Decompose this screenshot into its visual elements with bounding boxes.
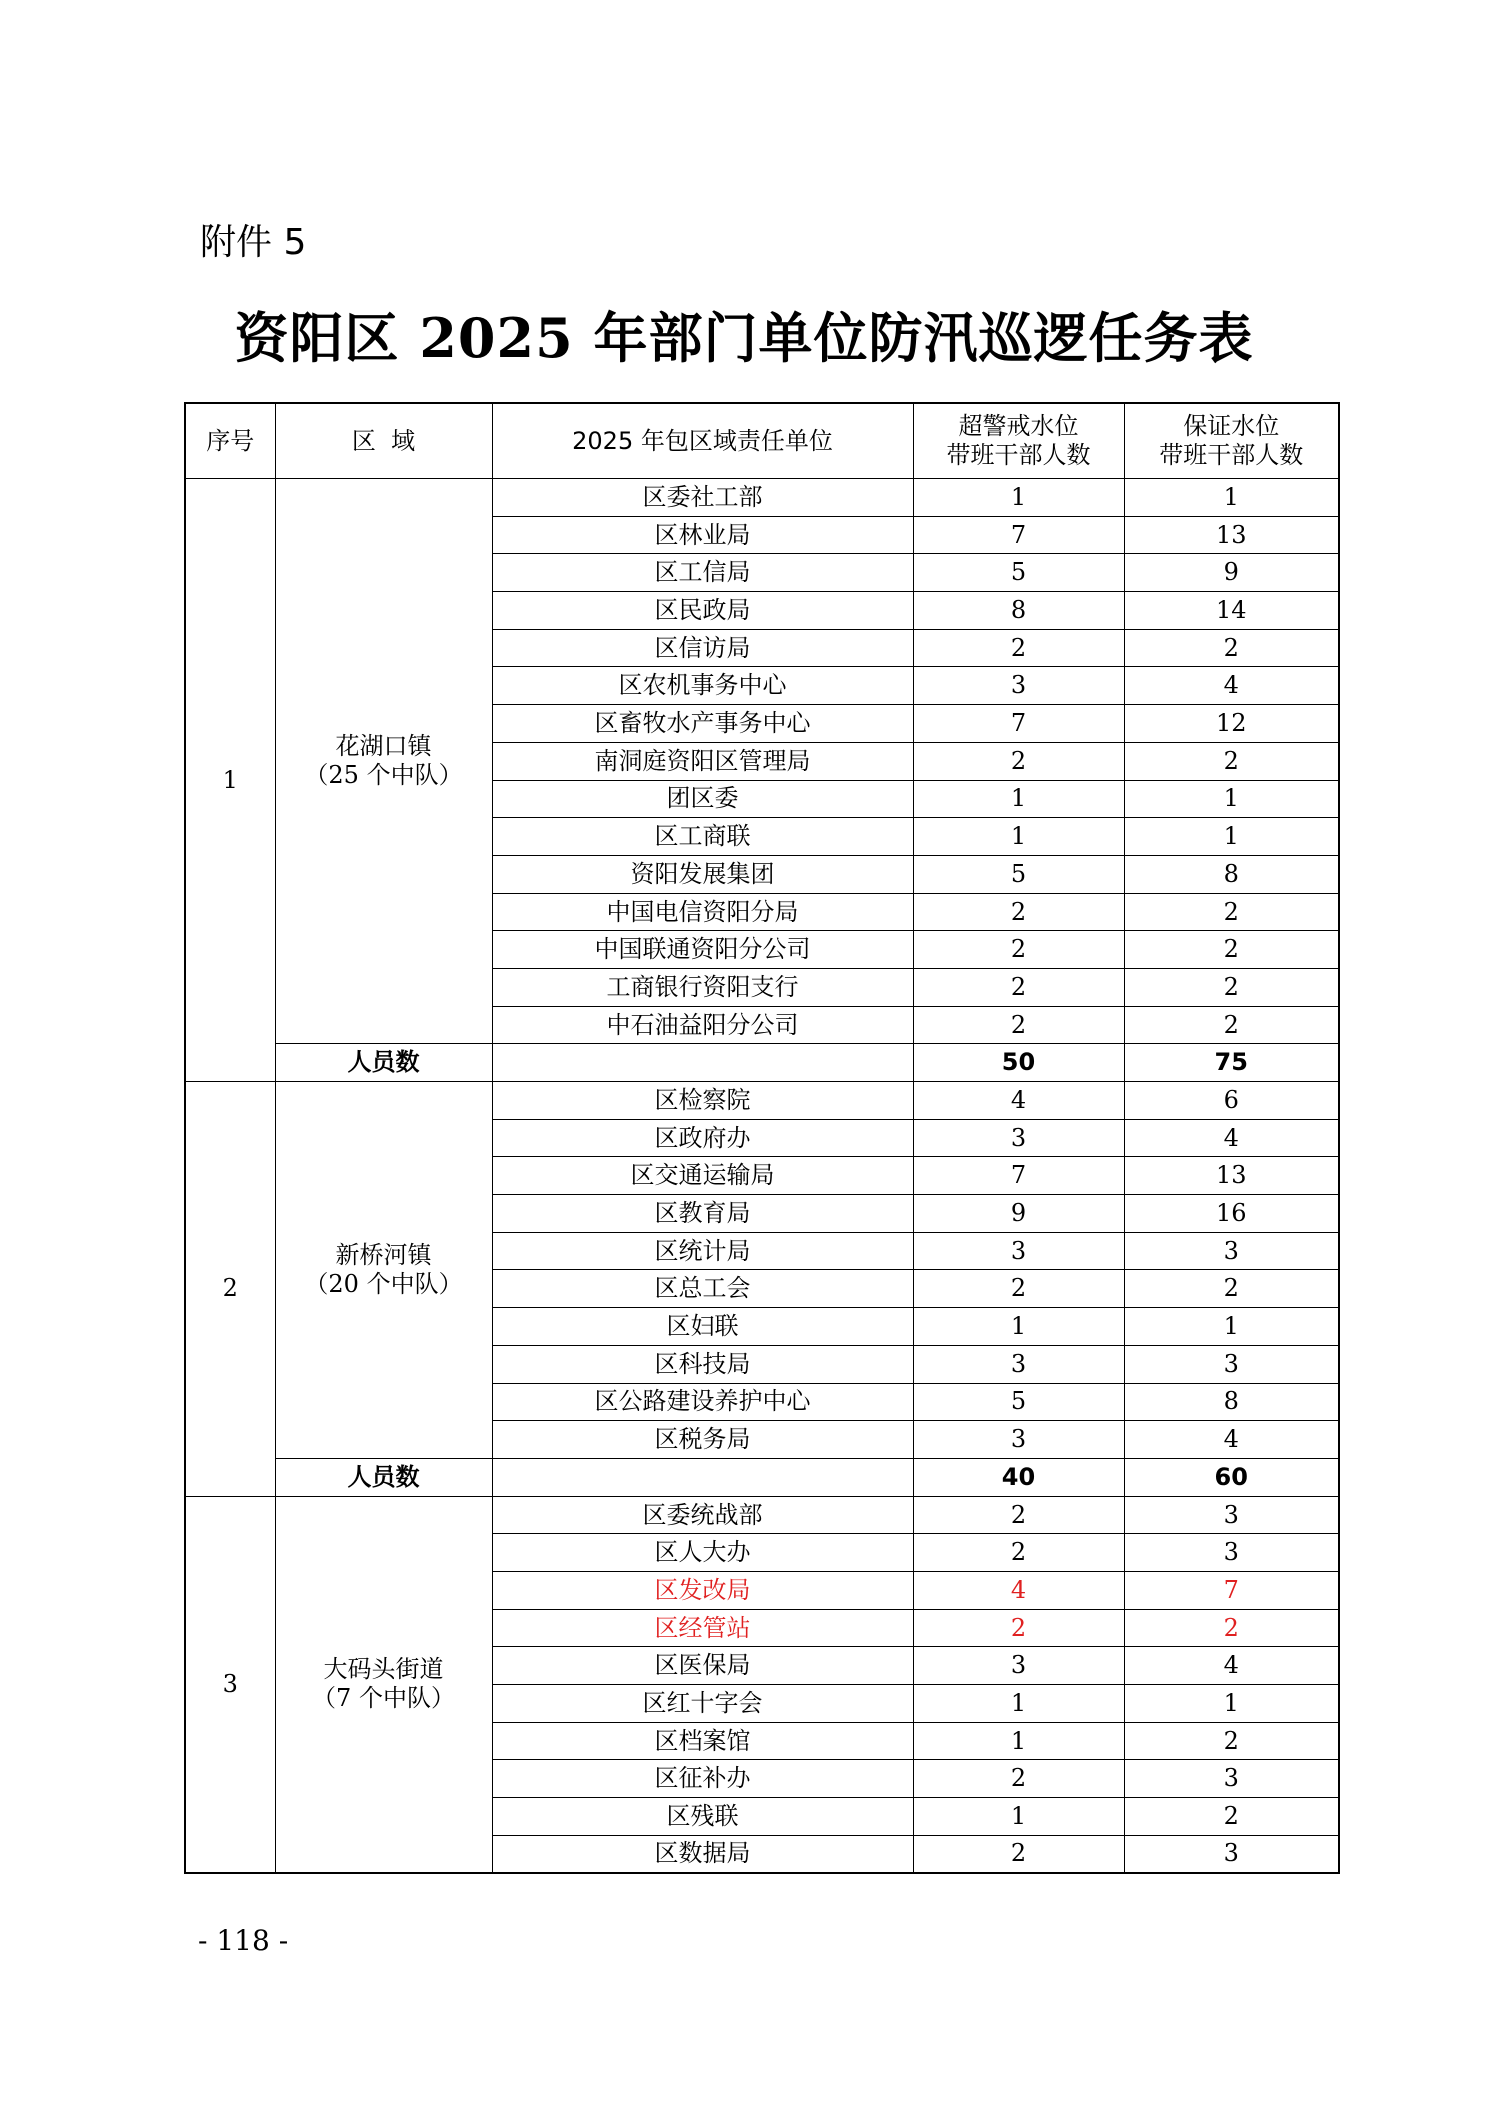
guarantee-count: 2 (1124, 742, 1339, 780)
unit-name: 区妇联 (492, 1308, 913, 1346)
unit-name: 区民政局 (492, 592, 913, 630)
unit-name: 区残联 (492, 1798, 913, 1836)
warning-count: 7 (913, 1157, 1124, 1195)
guarantee-count: 2 (1124, 1609, 1339, 1647)
guarantee-count: 2 (1124, 1270, 1339, 1308)
warning-count: 2 (913, 968, 1124, 1006)
warning-count: 1 (913, 1798, 1124, 1836)
guarantee-count: 13 (1124, 516, 1339, 554)
document-title: 资阳区 2025 年部门单位防汛巡逻任务表 (234, 306, 1254, 370)
table-header-row (185, 403, 1339, 479)
page-number: - 118 - (198, 1924, 289, 1957)
unit-name: 区教育局 (492, 1195, 913, 1233)
group-seq: 1 (185, 479, 275, 1082)
guarantee-count: 1 (1124, 818, 1339, 856)
warning-count: 1 (913, 780, 1124, 818)
unit-name: 中国联通资阳分公司 (492, 931, 913, 969)
summary-label: 人员数 (275, 1458, 492, 1496)
warning-count: 3 (913, 1647, 1124, 1685)
header-guarantee-line1: 保证水位 (1183, 412, 1280, 441)
unit-name: 区委统战部 (492, 1496, 913, 1534)
header-guarantee-level (1124, 403, 1339, 479)
guarantee-count: 1 (1124, 780, 1339, 818)
warning-count: 4 (913, 1082, 1124, 1120)
unit-name: 区经管站 (492, 1609, 913, 1647)
table-row (185, 479, 1339, 517)
warning-count: 1 (913, 479, 1124, 517)
warning-count: 5 (913, 855, 1124, 893)
region-squads: （20 个中队） (304, 1269, 463, 1298)
header-unit: 2025 年包区域责任单位 (492, 403, 913, 479)
warning-count: 3 (913, 1119, 1124, 1157)
summary-warning-total: 50 (913, 1044, 1124, 1082)
unit-name: 区红十字会 (492, 1685, 913, 1723)
unit-name: 区档案馆 (492, 1722, 913, 1760)
warning-count: 2 (913, 1496, 1124, 1534)
group-region (275, 479, 492, 1044)
warning-count: 3 (913, 667, 1124, 705)
warning-count: 3 (913, 1345, 1124, 1383)
header-seq: 序号 (185, 403, 275, 479)
header-guarantee-line2: 带班干部人数 (1159, 441, 1304, 469)
unit-name: 区医保局 (492, 1647, 913, 1685)
warning-count: 2 (913, 1760, 1124, 1798)
guarantee-count: 8 (1124, 1383, 1339, 1421)
guarantee-count: 16 (1124, 1195, 1339, 1233)
unit-name: 区信访局 (492, 629, 913, 667)
header-warning-line1: 超警戒水位 (958, 412, 1079, 441)
unit-name: 区畜牧水产事务中心 (492, 705, 913, 743)
warning-count: 7 (913, 516, 1124, 554)
unit-name: 南洞庭资阳区管理局 (492, 742, 913, 780)
guarantee-count: 13 (1124, 1157, 1339, 1195)
warning-count: 2 (913, 1006, 1124, 1044)
guarantee-count: 3 (1124, 1760, 1339, 1798)
guarantee-count: 3 (1124, 1232, 1339, 1270)
summary-empty (492, 1044, 913, 1082)
summary-guarantee-total: 75 (1124, 1044, 1339, 1082)
warning-count: 9 (913, 1195, 1124, 1233)
unit-name: 区公路建设养护中心 (492, 1383, 913, 1421)
unit-name: 资阳发展集团 (492, 855, 913, 893)
guarantee-count: 9 (1124, 554, 1339, 592)
warning-count: 1 (913, 818, 1124, 856)
guarantee-count: 4 (1124, 1421, 1339, 1459)
guarantee-count: 2 (1124, 931, 1339, 969)
region-squads: （7 个中队） (312, 1684, 455, 1713)
unit-name: 团区委 (492, 780, 913, 818)
unit-name: 工商银行资阳支行 (492, 968, 913, 1006)
table-body (185, 479, 1339, 1873)
unit-name: 区科技局 (492, 1345, 913, 1383)
warning-count: 2 (913, 931, 1124, 969)
summary-empty (492, 1458, 913, 1496)
region-name: 大码头街道 (323, 1655, 444, 1684)
guarantee-count: 2 (1124, 1798, 1339, 1836)
guarantee-count: 3 (1124, 1835, 1339, 1873)
group-region (275, 1082, 492, 1459)
warning-count: 3 (913, 1232, 1124, 1270)
guarantee-count: 1 (1124, 1308, 1339, 1346)
unit-name: 区委社工部 (492, 479, 913, 517)
warning-count: 3 (913, 1421, 1124, 1459)
unit-name: 区工商联 (492, 818, 913, 856)
guarantee-count: 6 (1124, 1082, 1339, 1120)
guarantee-count: 2 (1124, 893, 1339, 931)
group-seq: 2 (185, 1082, 275, 1497)
unit-name: 区人大办 (492, 1534, 913, 1572)
unit-name: 区数据局 (492, 1835, 913, 1873)
guarantee-count: 4 (1124, 1647, 1339, 1685)
warning-count: 2 (913, 893, 1124, 931)
group-seq: 3 (185, 1496, 275, 1873)
attachment-label: 附件 5 (200, 222, 307, 263)
summary-warning-total: 40 (913, 1458, 1124, 1496)
warning-count: 8 (913, 592, 1124, 630)
header-warning-level (913, 403, 1124, 479)
summary-label: 人员数 (275, 1044, 492, 1082)
unit-name: 区检察院 (492, 1082, 913, 1120)
guarantee-count: 12 (1124, 705, 1339, 743)
unit-name: 区统计局 (492, 1232, 913, 1270)
guarantee-count: 4 (1124, 667, 1339, 705)
patrol-task-table (184, 402, 1340, 1874)
group-region (275, 1496, 492, 1873)
warning-count: 2 (913, 1534, 1124, 1572)
unit-name: 区交通运输局 (492, 1157, 913, 1195)
unit-name: 区政府办 (492, 1119, 913, 1157)
guarantee-count: 2 (1124, 968, 1339, 1006)
header-region: 区 域 (275, 403, 492, 479)
unit-name: 中石油益阳分公司 (492, 1006, 913, 1044)
summary-guarantee-total: 60 (1124, 1458, 1339, 1496)
warning-count: 5 (913, 1383, 1124, 1421)
unit-name: 区征补办 (492, 1760, 913, 1798)
guarantee-count: 1 (1124, 479, 1339, 517)
warning-count: 7 (913, 705, 1124, 743)
unit-name: 区林业局 (492, 516, 913, 554)
warning-count: 2 (913, 1835, 1124, 1873)
summary-row (185, 1044, 1339, 1082)
guarantee-count: 3 (1124, 1496, 1339, 1534)
guarantee-count: 3 (1124, 1534, 1339, 1572)
summary-row (185, 1458, 1339, 1496)
warning-count: 1 (913, 1722, 1124, 1760)
guarantee-count: 3 (1124, 1345, 1339, 1383)
guarantee-count: 2 (1124, 1006, 1339, 1044)
region-name: 花湖口镇 (335, 732, 432, 761)
warning-count: 2 (913, 1270, 1124, 1308)
region-squads: （25 个中队） (304, 761, 463, 790)
guarantee-count: 2 (1124, 629, 1339, 667)
unit-name: 区总工会 (492, 1270, 913, 1308)
guarantee-count: 4 (1124, 1119, 1339, 1157)
guarantee-count: 1 (1124, 1685, 1339, 1723)
guarantee-count: 8 (1124, 855, 1339, 893)
table-row (185, 1082, 1339, 1120)
unit-name: 区发改局 (492, 1571, 913, 1609)
warning-count: 1 (913, 1685, 1124, 1723)
warning-count: 2 (913, 629, 1124, 667)
unit-name: 区农机事务中心 (492, 667, 913, 705)
guarantee-count: 14 (1124, 592, 1339, 630)
warning-count: 2 (913, 1609, 1124, 1647)
warning-count: 4 (913, 1571, 1124, 1609)
region-name: 新桥河镇 (335, 1241, 432, 1270)
warning-count: 1 (913, 1308, 1124, 1346)
unit-name: 区工信局 (492, 554, 913, 592)
unit-name: 中国电信资阳分局 (492, 893, 913, 931)
header-warning-line2: 带班干部人数 (946, 441, 1091, 469)
unit-name: 区税务局 (492, 1421, 913, 1459)
warning-count: 5 (913, 554, 1124, 592)
table-row (185, 1496, 1339, 1534)
guarantee-count: 2 (1124, 1722, 1339, 1760)
guarantee-count: 7 (1124, 1571, 1339, 1609)
warning-count: 2 (913, 742, 1124, 780)
